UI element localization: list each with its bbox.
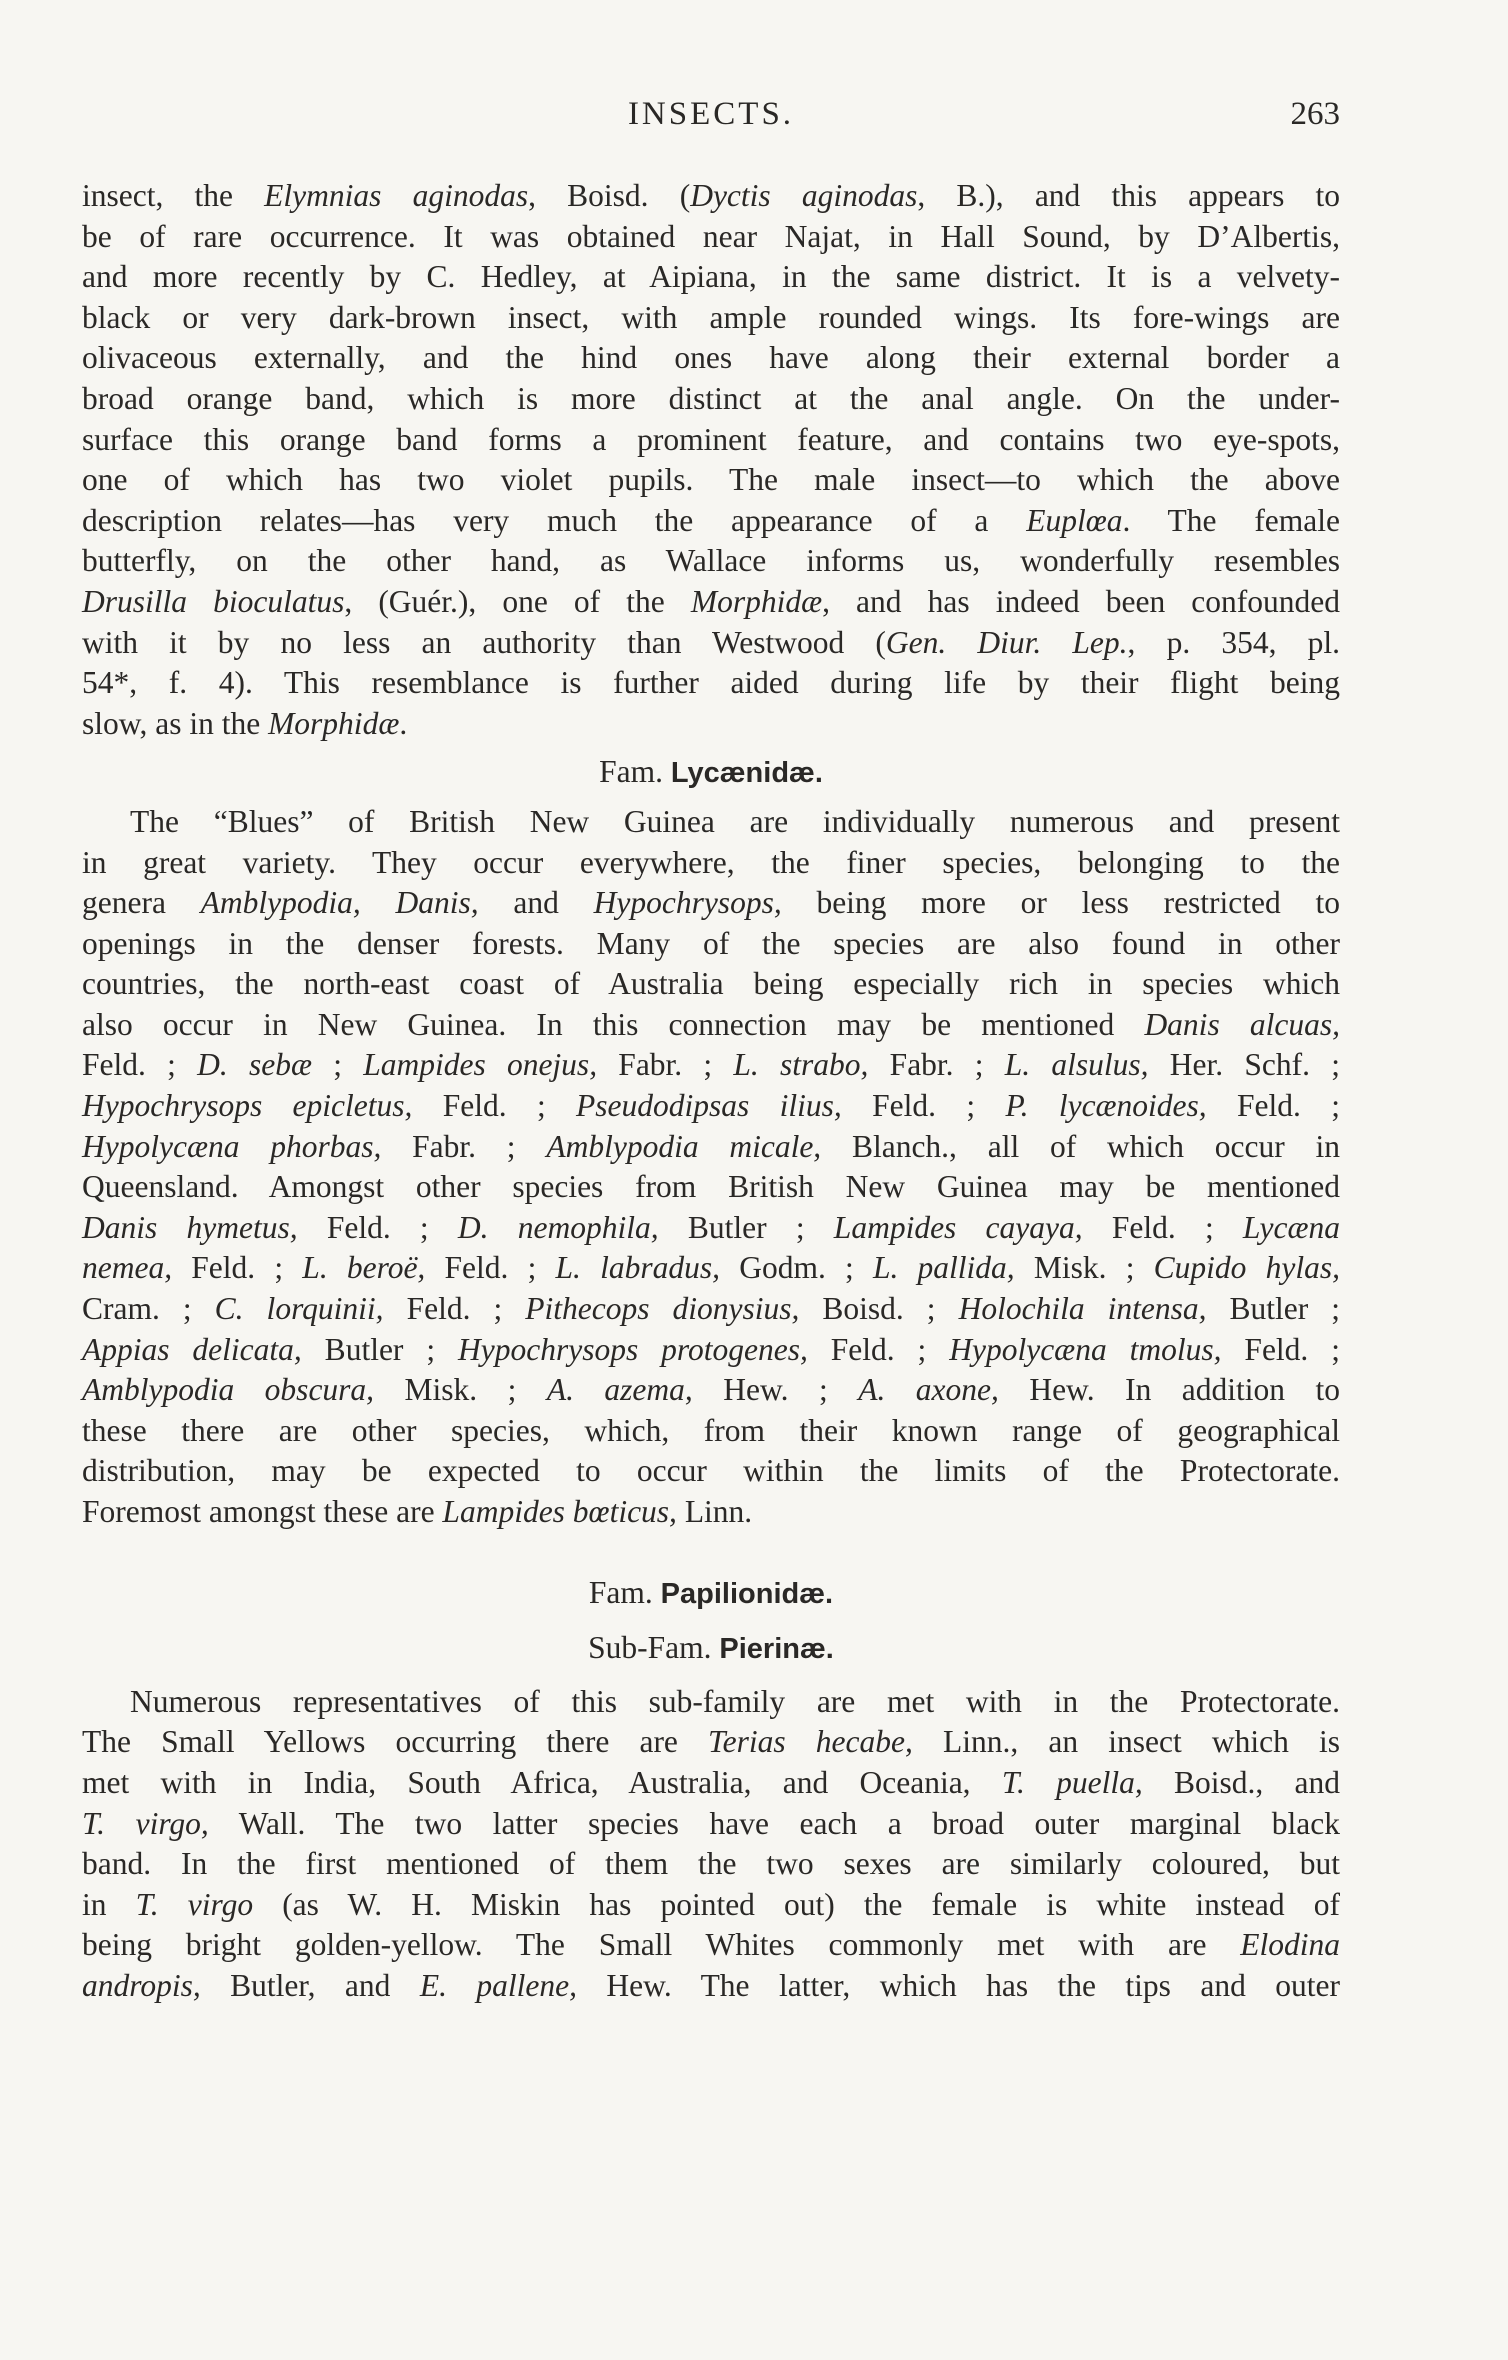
text-line: Danis hymetus, Feld. ; D. nemophila, Butler ; Lampides cayaya, Feld. ; Lycæna bbox=[82, 1209, 1340, 1245]
text-line: distribution, may be expected to occur within the limits of the Protectorate. bbox=[82, 1453, 1340, 1489]
text-line: Hypochrysops epicletus, Feld. ; Pseudodipsas ilius, Feld. ; P. lycænoides, Feld. ; bbox=[82, 1088, 1340, 1124]
text-line: andropis, Butler, and E. pallene, Hew. The latter, which has the tips and outer bbox=[82, 1967, 1340, 2003]
body-text bbox=[82, 176, 1340, 2007]
text-line: Cram. ; C. lorquinii, Feld. ; Pithecops dionysius, Boisd. ; Holochila intensa, Butler ; bbox=[82, 1291, 1340, 1327]
running-title: INSECTS. bbox=[627, 96, 795, 132]
text-line: broad orange band, which is more distinct at the anal angle. On the under- bbox=[82, 380, 1340, 416]
section-heading-papilionidae: Fam. Papilionidæ. bbox=[588, 1574, 834, 1610]
text-line: slow, as in the Morphidæ. bbox=[82, 705, 408, 741]
text-line: being bright golden-yellow. The Small Whites commonly met with are Elodina bbox=[82, 1927, 1340, 1963]
text-line: 54*, f. 4). This resemblance is further aided during life by their flight being bbox=[82, 665, 1340, 701]
text-line: butterfly, on the other hand, as Wallace informs us, wonderfully resembles bbox=[82, 543, 1340, 579]
text-line: black or very dark-brown insect, with ample rounded wings. Its fore-wings are bbox=[82, 299, 1340, 335]
text-line: nemea, Feld. ; L. beroë, Feld. ; L. labradus, Godm. ; L. pallida, Misk. ; Cupido hylas, bbox=[82, 1250, 1340, 1286]
text-line: Appias delicata, Butler ; Hypochrysops protogenes, Feld. ; Hypolycæna tmolus, Feld. ; bbox=[82, 1331, 1340, 1367]
text-line: countries, the north-east coast of Australia being especially rich in species which bbox=[82, 966, 1340, 1002]
text-line: one of which has two violet pupils. The male insect—to which the above bbox=[82, 462, 1340, 498]
text-line: olivaceous externally, and the hind ones have along their external border a bbox=[82, 340, 1340, 376]
text-line: genera Amblypodia, Danis, and Hypochrysops, being more or less restricted to bbox=[82, 885, 1341, 921]
text-line: Numerous representatives of this sub-family are met with in the Protectorate. bbox=[130, 1683, 1340, 1719]
text-line: in great variety. They occur everywhere, the finer species, belonging to the bbox=[82, 844, 1340, 880]
text-line: Drusilla bioculatus, (Guér.), one of the Morphidæ, and has indeed been confounded bbox=[82, 583, 1340, 619]
text-line: Amblypodia obscura, Misk. ; A. azema, Hew. ; A. axone, Hew. In addition to bbox=[82, 1372, 1340, 1408]
text-line: surface this orange band forms a prominent feature, and contains two eye-spots, bbox=[82, 421, 1340, 457]
text-line: The Small Yellows occurring there are Terias hecabe, Linn., an insect which is bbox=[82, 1724, 1340, 1760]
text-line: Foremost amongst these are Lampides bœticus, Linn. bbox=[82, 1494, 753, 1529]
text-line: Feld. ; D. sebæ ; Lampides onejus, Fabr. ; L. strabo, Fabr. ; L. alsulus, Her. Schf. ; bbox=[82, 1047, 1340, 1083]
text-line: Hypolycæna phorbas, Fabr. ; Amblypodia micale, Blanch., all of which occur in bbox=[82, 1128, 1340, 1164]
text-line: in T. virgo (as W. H. Miskin has pointed out) the female is white instead of bbox=[82, 1886, 1340, 1922]
text-line: band. In the first mentioned of them the two sexes are similarly coloured, but bbox=[82, 1846, 1340, 1882]
text-line: insect, the Elymnias aginodas, Boisd. (Dyctis aginodas, B.), and this appears to bbox=[82, 178, 1341, 213]
section-heading-lycaenidae: Fam. Lycænidæ. bbox=[599, 754, 823, 790]
text-line: Queensland. Amongst other species from British New Guinea may be mentioned bbox=[82, 1169, 1340, 1205]
text-line: The “Blues” of British New Guinea are individually numerous and present bbox=[130, 803, 1340, 839]
text-line: T. virgo, Wall. The two latter species have each a broad outer marginal black bbox=[82, 1805, 1340, 1841]
text-line: description relates—has very much the appearance of a Euplœa. The female bbox=[82, 502, 1340, 538]
text-line: with it by no less an authority than Westwood (Gen. Diur. Lep., p. 354, pl. bbox=[82, 624, 1340, 660]
text-line: be of rare occurrence. It was obtained near Najat, in Hall Sound, by D’Albertis, bbox=[82, 218, 1340, 254]
text-line: and more recently by C. Hedley, at Aipiana, in the same district. It is a velvety- bbox=[82, 259, 1340, 295]
page-number: 263 bbox=[1290, 96, 1340, 132]
subsection-heading-pierinae: Sub-Fam. Pierinæ. bbox=[588, 1630, 834, 1666]
running-head bbox=[82, 96, 1340, 146]
text-line: also occur in New Guinea. In this connection may be mentioned Danis alcuas, bbox=[82, 1006, 1340, 1042]
text-line: openings in the denser forests. Many of the species are also found in other bbox=[82, 925, 1340, 961]
text-line: met with in India, South Africa, Australia, and Oceania, T. puella, Boisd., and bbox=[82, 1764, 1340, 1800]
text-line: these there are other species, which, from their known range of geographical bbox=[82, 1412, 1340, 1448]
